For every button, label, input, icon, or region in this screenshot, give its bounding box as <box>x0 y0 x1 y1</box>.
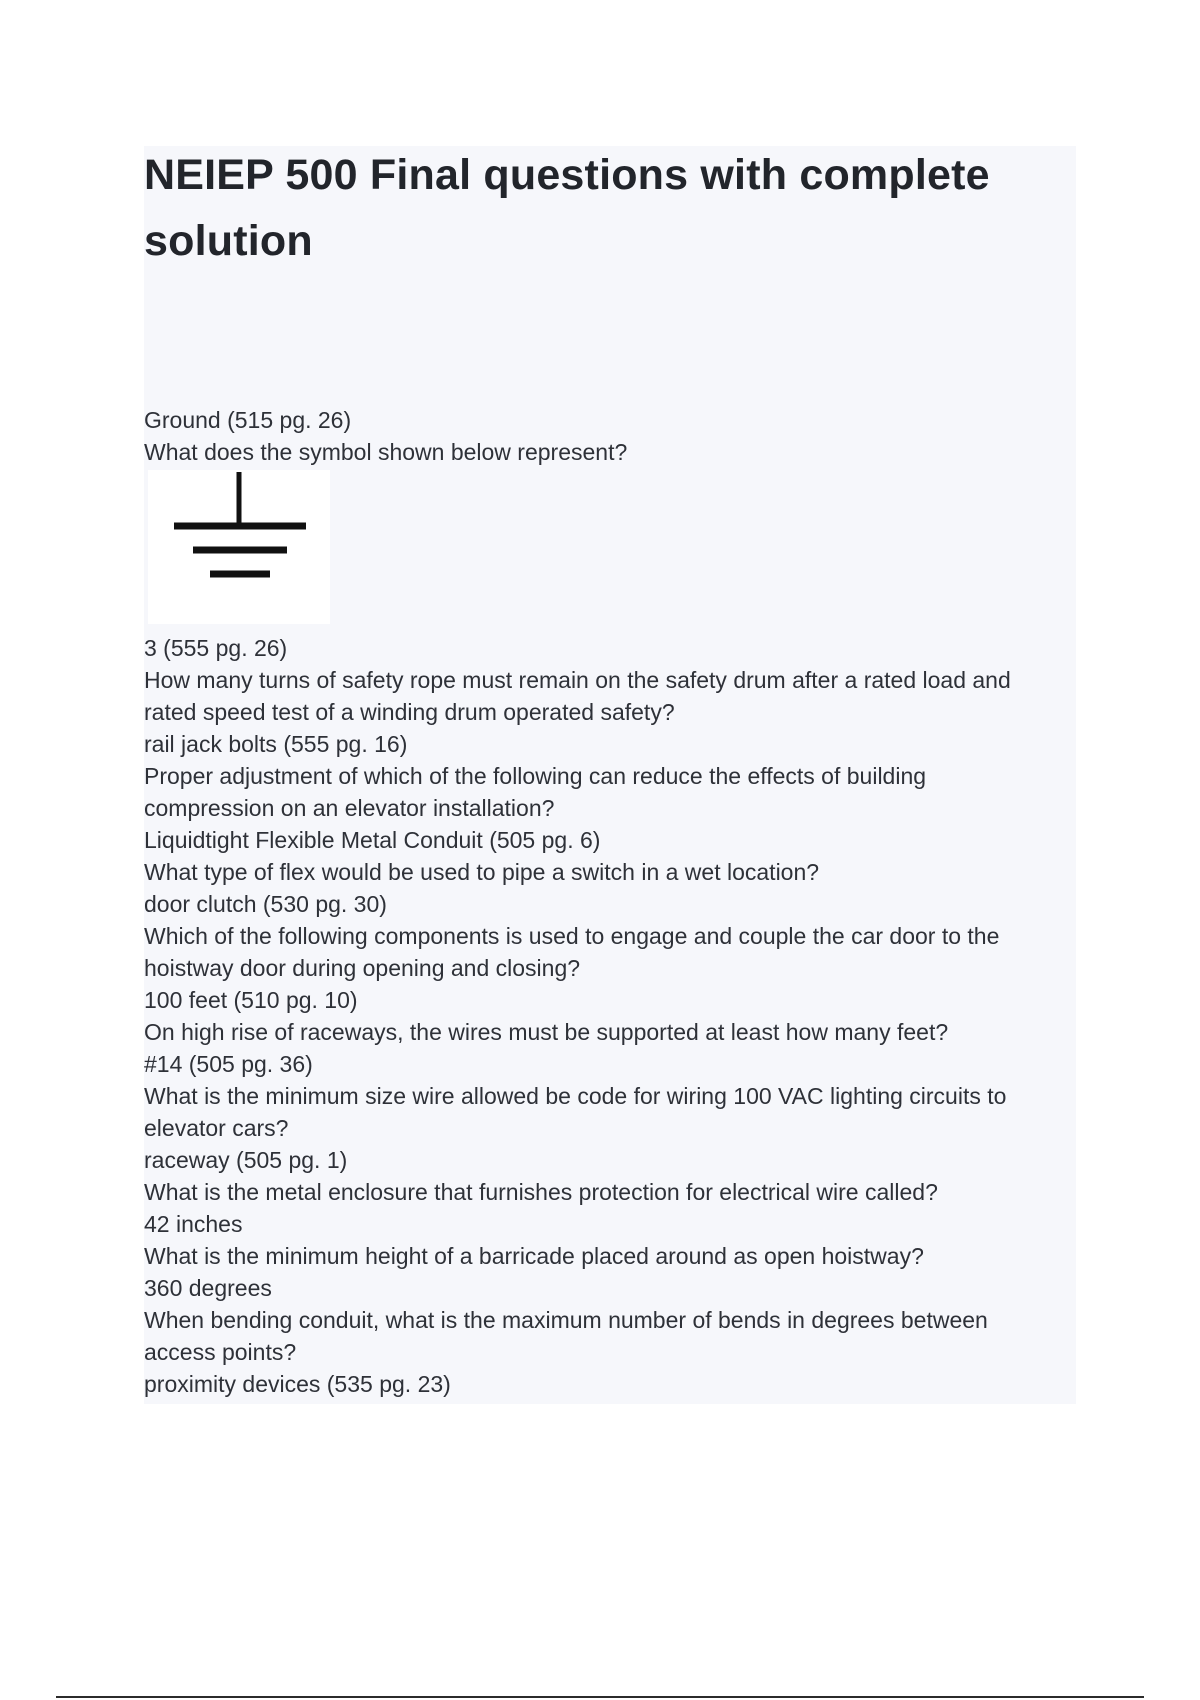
question-line: compression on an elevator installation? <box>144 795 555 821</box>
page-title: NEIEP 500 Final questions with complete solution <box>144 151 990 265</box>
question-line: elevator cars? <box>144 1115 289 1141</box>
question-line: What is the metal enclosure that furnishes protection for electrical wire called? <box>144 1179 938 1205</box>
ground-symbol-icon <box>148 470 330 624</box>
answer-line: Liquidtight Flexible Metal Conduit (505 pg. 6) <box>144 827 601 853</box>
answer-line: door clutch (530 pg. 30) <box>144 891 387 917</box>
answer-line: raceway (505 pg. 1) <box>144 1147 348 1173</box>
answer-line: Ground (515 pg. 26) <box>144 407 352 433</box>
qa-section-bottom <box>144 632 1064 1400</box>
question-line: On high rise of raceways, the wires must be supported at least how many feet? <box>144 1019 949 1045</box>
footer-divider <box>56 1696 1144 1698</box>
answer-line: proximity devices (535 pg. 23) <box>144 1371 451 1397</box>
answer-line: 3 (555 pg. 26) <box>144 635 288 661</box>
question-line: What type of flex would be used to pipe a switch in a wet location? <box>144 859 820 885</box>
question-line: rated speed test of a winding drum operated safety? <box>144 699 675 725</box>
question-line: What does the symbol shown below represent? <box>144 439 628 465</box>
question-line: Proper adjustment of which of the following can reduce the effects of building <box>144 763 927 789</box>
question-line: What is the minimum height of a barricade placed around as open hoistway? <box>144 1243 924 1269</box>
question-line: When bending conduit, what is the maximum number of bends in degrees between <box>144 1307 988 1333</box>
question-line: How many turns of safety rope must remain on the safety drum after a rated load and <box>144 667 1011 693</box>
question-line: What is the minimum size wire allowed be code for wiring 100 VAC lighting circuits to <box>144 1083 1007 1109</box>
qa-section-top <box>144 404 1064 468</box>
answer-line: rail jack bolts (555 pg. 16) <box>144 731 408 757</box>
answer-line: 100 feet (510 pg. 10) <box>144 987 358 1013</box>
question-line: Which of the following components is used to engage and couple the car door to the <box>144 923 1000 949</box>
answer-line: #14 (505 pg. 36) <box>144 1051 313 1077</box>
question-line: hoistway door during opening and closing? <box>144 955 581 981</box>
answer-line: 360 degrees <box>144 1275 272 1301</box>
answer-line: 42 inches <box>144 1211 243 1237</box>
question-line: access points? <box>144 1339 297 1365</box>
ground-symbol-image <box>148 470 330 624</box>
